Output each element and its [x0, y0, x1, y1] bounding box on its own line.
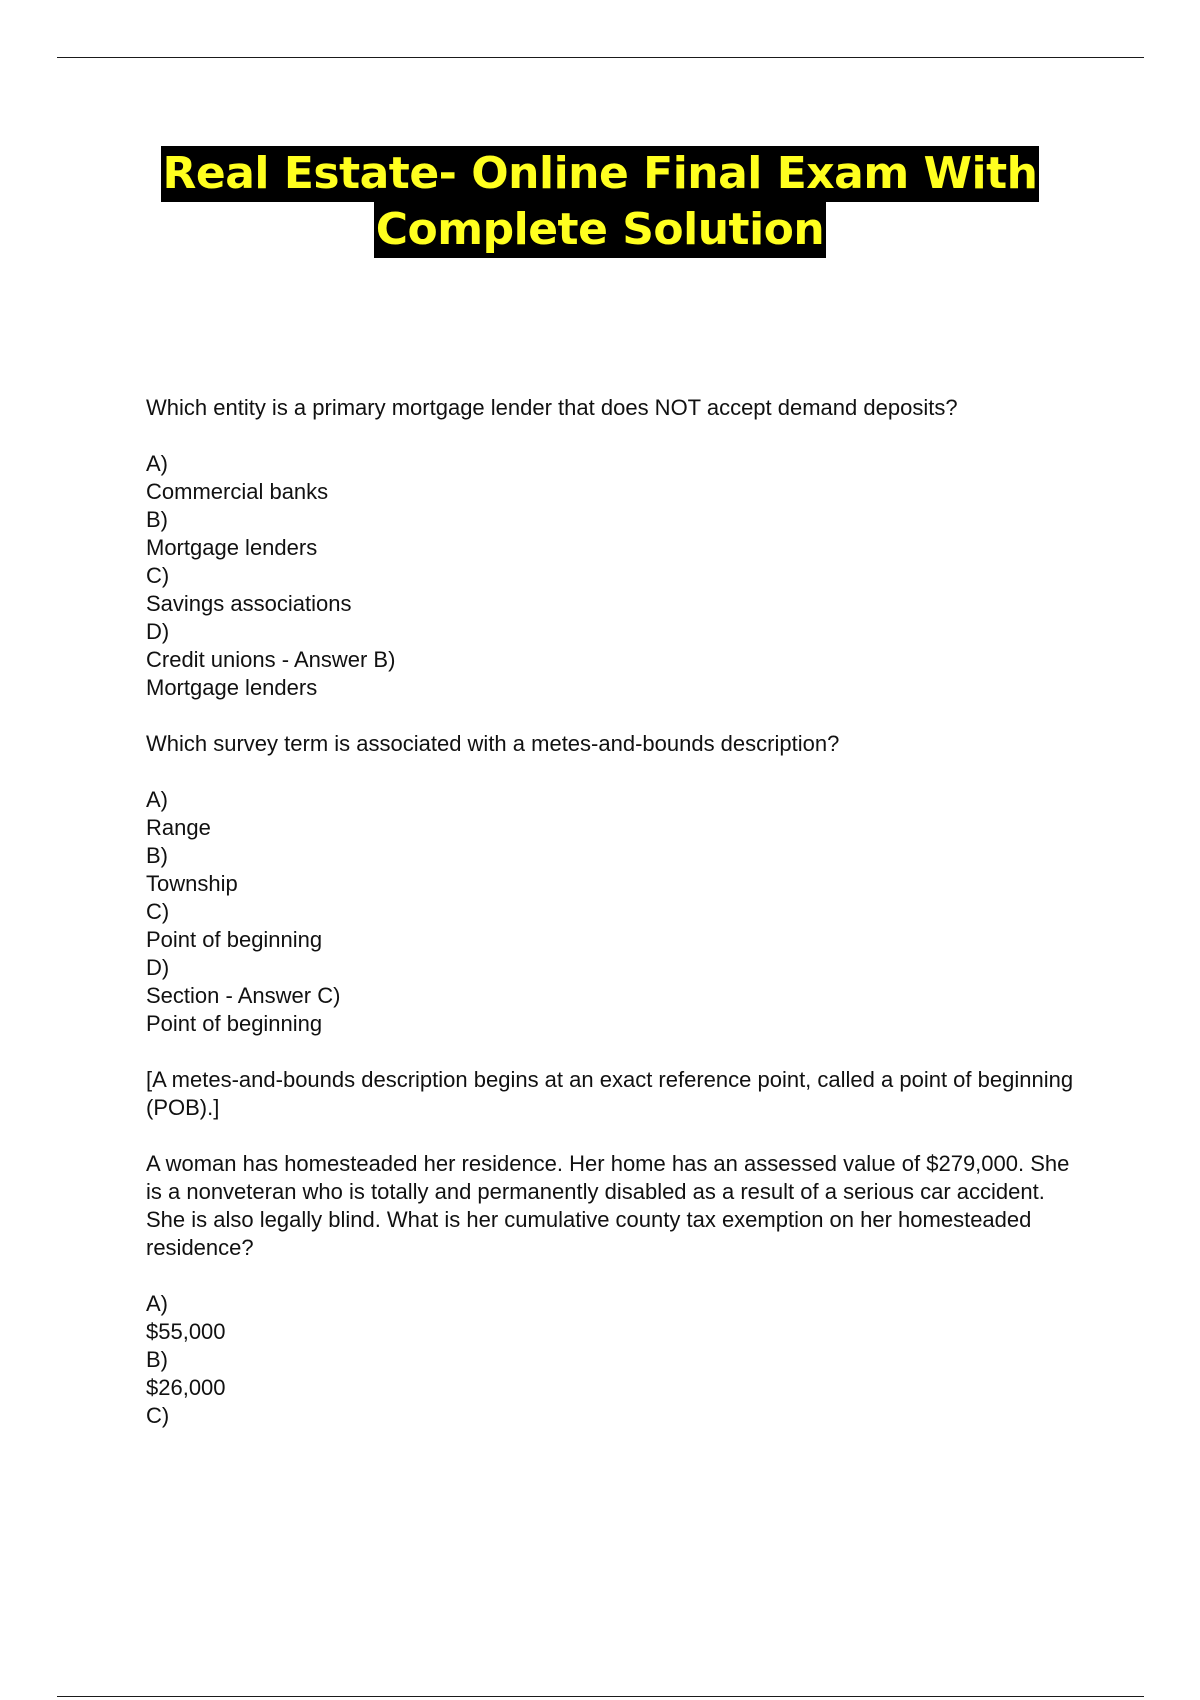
question-1	[146, 394, 1086, 702]
option-line: C)	[146, 563, 170, 588]
title-line-1: Real Estate- Online Final Exam With	[161, 146, 1040, 202]
answer-line: Mortgage lenders	[146, 675, 318, 700]
question-2-explanation: [A metes-and-bounds description begins at an exact reference point, called a point of beginning (POB).]	[146, 1067, 1074, 1120]
option-line: B)	[146, 843, 168, 868]
option-line: $55,000	[146, 1319, 226, 1344]
option-line: Township	[146, 871, 238, 896]
answer-line: Section - Answer C)	[146, 983, 341, 1008]
question-1-options	[146, 450, 1086, 702]
option-line: Commercial banks	[146, 479, 329, 504]
option-line: Savings associations	[146, 591, 352, 616]
question-2	[146, 730, 1086, 1038]
option-line: A)	[146, 787, 168, 812]
option-line: $26,000	[146, 1375, 226, 1400]
option-line: D)	[146, 619, 170, 644]
question-2-options	[146, 786, 1086, 1038]
question-3-prompt: A woman has homesteaded her residence. Her home has an assessed value of $279,000. She is a nonveteran who is totally and permanently disabled as a result of a serious car accident. She is also legally blind. What is her cumulative county tax exemption on her homesteaded residence?	[146, 1151, 1076, 1260]
option-line: B)	[146, 507, 168, 532]
option-line: B)	[146, 1347, 168, 1372]
option-line: Point of beginning	[146, 927, 323, 952]
exam-content	[146, 394, 1086, 1458]
document-title	[0, 146, 1200, 258]
question-2-prompt: Which survey term is associated with a metes-and-bounds description?	[146, 731, 840, 756]
answer-line: Point of beginning	[146, 1011, 323, 1036]
top-rule	[57, 57, 1144, 58]
question-3	[146, 1150, 1086, 1430]
question-1-prompt: Which entity is a primary mortgage lender that does NOT accept demand deposits?	[146, 395, 958, 420]
question-3-options	[146, 1290, 1086, 1430]
title-line-2: Complete Solution	[374, 202, 826, 258]
answer-line: Credit unions - Answer B)	[146, 647, 396, 672]
option-line: A)	[146, 1291, 168, 1316]
option-line: C)	[146, 1403, 170, 1428]
option-line: C)	[146, 899, 170, 924]
bottom-rule	[57, 1696, 1144, 1697]
option-line: Mortgage lenders	[146, 535, 318, 560]
option-line: D)	[146, 955, 170, 980]
option-line: Range	[146, 815, 211, 840]
option-line: A)	[146, 451, 168, 476]
